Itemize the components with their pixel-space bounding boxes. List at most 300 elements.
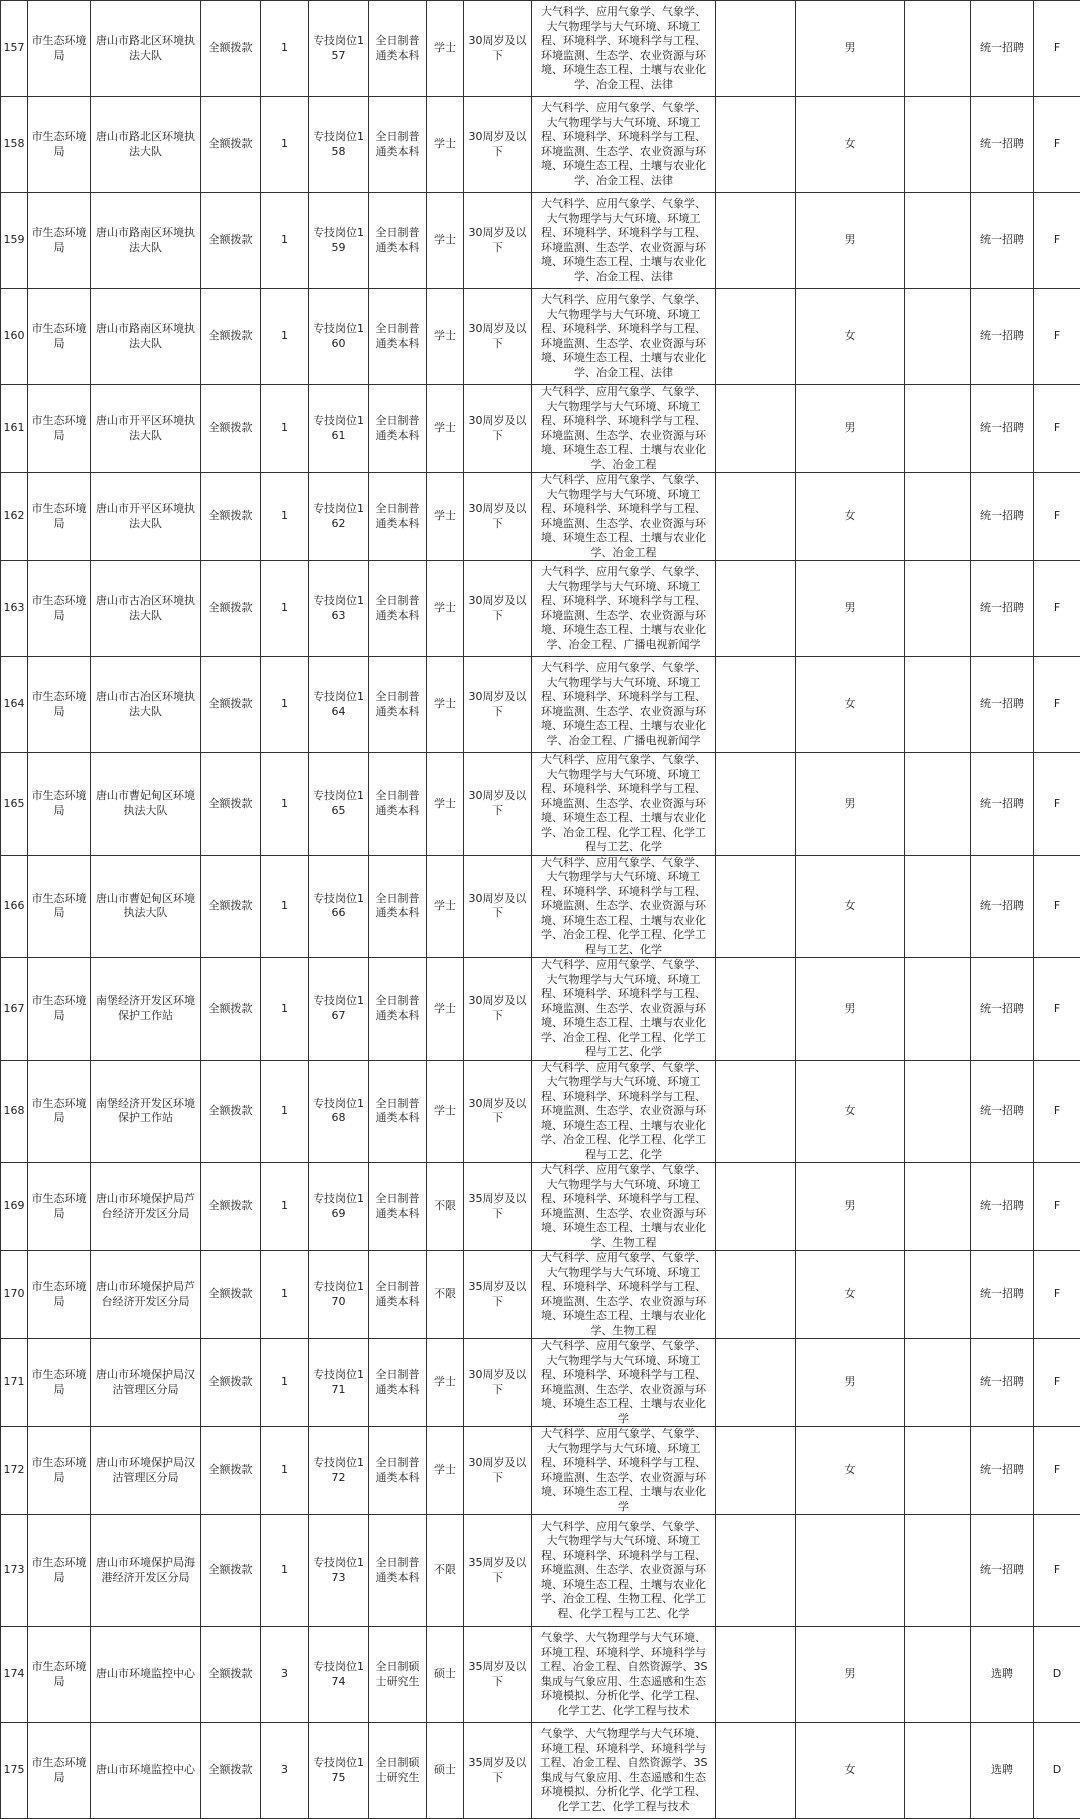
degree-cell: 学士 xyxy=(427,473,464,561)
age-limit-cell: 30周岁及以下 xyxy=(464,289,532,385)
recruit-method-cell: 统一招聘 xyxy=(971,1,1034,97)
category-cell: F xyxy=(1034,385,1080,473)
category-cell: F xyxy=(1034,855,1080,958)
gender-cell: 女 xyxy=(796,657,905,753)
education-cell: 全日制普通类本科 xyxy=(369,473,427,561)
funding-type-cell: 全额拨款 xyxy=(201,561,261,657)
category-cell: F xyxy=(1034,1163,1080,1251)
position-name-cell: 专技岗位157 xyxy=(309,1,369,97)
hire-count-cell: 1 xyxy=(261,1,309,97)
table-row xyxy=(1,753,1080,856)
hire-count-cell: 1 xyxy=(261,289,309,385)
remark-cell xyxy=(905,1251,971,1339)
table-row xyxy=(1,97,1080,193)
major-requirement-cell: 气象学、大气物理学与大气环境、环境工程、环境科学、环境科学与工程、冶金工程、自然资源学、3S集成与气象应用、生态遥感和生态环境模拟、分析化学、化学工程、化学工艺、化学工程与技术 xyxy=(532,1723,716,1819)
gender-cell: 女 xyxy=(796,97,905,193)
education-cell: 全日制普通类本科 xyxy=(369,1,427,97)
degree-cell: 学士 xyxy=(427,657,464,753)
row-number-cell: 169 xyxy=(1,1163,28,1251)
funding-type-cell: 全额拨款 xyxy=(201,1251,261,1339)
education-cell: 全日制普通类本科 xyxy=(369,289,427,385)
remark-cell xyxy=(905,1163,971,1251)
department-cell: 市生态环境局 xyxy=(28,289,91,385)
other-requirement-cell xyxy=(716,855,796,958)
employer-unit-cell: 唐山市曹妃甸区环境执法大队 xyxy=(91,855,201,958)
recruit-method-cell: 统一招聘 xyxy=(971,97,1034,193)
department-cell: 市生态环境局 xyxy=(28,1723,91,1819)
remark-cell xyxy=(905,1723,971,1819)
funding-type-cell: 全额拨款 xyxy=(201,958,261,1061)
position-name-cell: 专技岗位161 xyxy=(309,385,369,473)
table-row xyxy=(1,1,1080,97)
major-requirement-cell: 大气科学、应用气象学、气象学、大气物理学与大气环境、环境工程、环境科学、环境科学与工程、环境监测、生态学、农业资源与环境、环境生态工程、土壤与农业化学、冶金工程、广播电视新闻学 xyxy=(532,561,716,657)
recruit-method-cell: 统一招聘 xyxy=(971,1251,1034,1339)
category-cell: F xyxy=(1034,289,1080,385)
row-number-cell: 170 xyxy=(1,1251,28,1339)
degree-cell: 学士 xyxy=(427,1,464,97)
gender-cell: 男 xyxy=(796,1339,905,1427)
degree-cell: 学士 xyxy=(427,753,464,856)
major-requirement-cell: 大气科学、应用气象学、气象学、大气物理学与大气环境、环境工程、环境科学、环境科学与工程、环境监测、生态学、农业资源与环境、环境生态工程、土壤与农业化学、冶金工程、法律 xyxy=(532,193,716,289)
position-name-cell: 专技岗位160 xyxy=(309,289,369,385)
education-cell: 全日制普通类本科 xyxy=(369,1427,427,1515)
funding-type-cell: 全额拨款 xyxy=(201,1163,261,1251)
department-cell: 市生态环境局 xyxy=(28,97,91,193)
degree-cell: 学士 xyxy=(427,1427,464,1515)
age-limit-cell: 30周岁及以下 xyxy=(464,753,532,856)
gender-cell: 男 xyxy=(796,1163,905,1251)
funding-type-cell: 全额拨款 xyxy=(201,753,261,856)
recruit-method-cell: 统一招聘 xyxy=(971,1515,1034,1627)
category-cell: F xyxy=(1034,97,1080,193)
remark-cell xyxy=(905,1,971,97)
employer-unit-cell: 唐山市开平区环境执法大队 xyxy=(91,385,201,473)
category-cell: F xyxy=(1034,1515,1080,1627)
row-number-cell: 165 xyxy=(1,753,28,856)
other-requirement-cell xyxy=(716,289,796,385)
row-number-cell: 158 xyxy=(1,97,28,193)
hire-count-cell: 1 xyxy=(261,958,309,1061)
gender-cell: 男 xyxy=(796,1,905,97)
hire-count-cell: 1 xyxy=(261,855,309,958)
education-cell: 全日制普通类本科 xyxy=(369,385,427,473)
funding-type-cell: 全额拨款 xyxy=(201,1427,261,1515)
department-cell: 市生态环境局 xyxy=(28,1427,91,1515)
category-cell: F xyxy=(1034,561,1080,657)
recruit-method-cell: 统一招聘 xyxy=(971,958,1034,1061)
employer-unit-cell: 唐山市古冶区环境执法大队 xyxy=(91,561,201,657)
department-cell: 市生态环境局 xyxy=(28,1339,91,1427)
remark-cell xyxy=(905,1627,971,1723)
employer-unit-cell: 唐山市环境监控中心 xyxy=(91,1723,201,1819)
remark-cell xyxy=(905,958,971,1061)
education-cell: 全日制普通类本科 xyxy=(369,1339,427,1427)
position-name-cell: 专技岗位171 xyxy=(309,1339,369,1427)
major-requirement-cell: 大气科学、应用气象学、气象学、大气物理学与大气环境、环境工程、环境科学、环境科学与工程、环境监测、生态学、农业资源与环境、环境生态工程、土壤与农业化学、冶金工程、化学工程、化学工程与工艺、化学 xyxy=(532,753,716,856)
department-cell: 市生态环境局 xyxy=(28,1060,91,1163)
table-row xyxy=(1,855,1080,958)
funding-type-cell: 全额拨款 xyxy=(201,1627,261,1723)
gender-cell: 女 xyxy=(796,1427,905,1515)
education-cell: 全日制普通类本科 xyxy=(369,753,427,856)
row-number-cell: 164 xyxy=(1,657,28,753)
position-name-cell: 专技岗位158 xyxy=(309,97,369,193)
recruit-method-cell: 统一招聘 xyxy=(971,657,1034,753)
other-requirement-cell xyxy=(716,1627,796,1723)
table-row xyxy=(1,1427,1080,1515)
employer-unit-cell: 南堡经济开发区环境保护工作站 xyxy=(91,1060,201,1163)
funding-type-cell: 全额拨款 xyxy=(201,97,261,193)
major-requirement-cell: 大气科学、应用气象学、气象学、大气物理学与大气环境、环境工程、环境科学、环境科学与工程、环境监测、生态学、农业资源与环境、环境生态工程、土壤与农业化学、冶金工程、法律 xyxy=(532,97,716,193)
degree-cell: 学士 xyxy=(427,97,464,193)
category-cell: F xyxy=(1034,657,1080,753)
remark-cell xyxy=(905,753,971,856)
degree-cell: 学士 xyxy=(427,385,464,473)
position-name-cell: 专技岗位166 xyxy=(309,855,369,958)
education-cell: 全日制硕士研究生 xyxy=(369,1723,427,1819)
category-cell: F xyxy=(1034,1,1080,97)
hire-count-cell: 1 xyxy=(261,97,309,193)
other-requirement-cell xyxy=(716,385,796,473)
row-number-cell: 168 xyxy=(1,1060,28,1163)
remark-cell xyxy=(905,1427,971,1515)
position-name-cell: 专技岗位170 xyxy=(309,1251,369,1339)
employer-unit-cell: 唐山市环境保护局汉沽管理区分局 xyxy=(91,1339,201,1427)
gender-cell: 男 xyxy=(796,385,905,473)
degree-cell: 不限 xyxy=(427,1515,464,1627)
age-limit-cell: 30周岁及以下 xyxy=(464,1060,532,1163)
category-cell: F xyxy=(1034,958,1080,1061)
gender-cell: 男 xyxy=(796,1627,905,1723)
other-requirement-cell xyxy=(716,1723,796,1819)
department-cell: 市生态环境局 xyxy=(28,1,91,97)
recruit-method-cell: 统一招聘 xyxy=(971,1427,1034,1515)
age-limit-cell: 30周岁及以下 xyxy=(464,561,532,657)
row-number-cell: 175 xyxy=(1,1723,28,1819)
table-row xyxy=(1,1515,1080,1627)
hire-count-cell: 1 xyxy=(261,1339,309,1427)
remark-cell xyxy=(905,473,971,561)
hire-count-cell: 1 xyxy=(261,1251,309,1339)
major-requirement-cell: 大气科学、应用气象学、气象学、大气物理学与大气环境、环境工程、环境科学、环境科学与工程、环境监测、生态学、农业资源与环境、环境生态工程、土壤与农业化学 xyxy=(532,1339,716,1427)
table-row xyxy=(1,1723,1080,1819)
employer-unit-cell: 南堡经济开发区环境保护工作站 xyxy=(91,958,201,1061)
row-number-cell: 173 xyxy=(1,1515,28,1627)
row-number-cell: 163 xyxy=(1,561,28,657)
department-cell: 市生态环境局 xyxy=(28,1251,91,1339)
position-name-cell: 专技岗位165 xyxy=(309,753,369,856)
department-cell: 市生态环境局 xyxy=(28,561,91,657)
position-name-cell: 专技岗位169 xyxy=(309,1163,369,1251)
remark-cell xyxy=(905,657,971,753)
position-name-cell: 专技岗位172 xyxy=(309,1427,369,1515)
employer-unit-cell: 唐山市开平区环境执法大队 xyxy=(91,473,201,561)
major-requirement-cell: 大气科学、应用气象学、气象学、大气物理学与大气环境、环境工程、环境科学、环境科学与工程、环境监测、生态学、农业资源与环境、环境生态工程、土壤与农业化学、冶金工程、化学工程、化学工程与工艺、化学 xyxy=(532,1060,716,1163)
table-row xyxy=(1,1163,1080,1251)
category-cell: F xyxy=(1034,473,1080,561)
education-cell: 全日制普通类本科 xyxy=(369,1163,427,1251)
department-cell: 市生态环境局 xyxy=(28,385,91,473)
other-requirement-cell xyxy=(716,561,796,657)
other-requirement-cell xyxy=(716,1,796,97)
major-requirement-cell: 大气科学、应用气象学、气象学、大气物理学与大气环境、环境工程、环境科学、环境科学与工程、环境监测、生态学、农业资源与环境、环境生态工程、土壤与农业化学、生物工程 xyxy=(532,1163,716,1251)
age-limit-cell: 30周岁及以下 xyxy=(464,385,532,473)
gender-cell xyxy=(796,1515,905,1627)
employer-unit-cell: 唐山市环境监控中心 xyxy=(91,1627,201,1723)
other-requirement-cell xyxy=(716,1251,796,1339)
employer-unit-cell: 唐山市路南区环境执法大队 xyxy=(91,193,201,289)
age-limit-cell: 30周岁及以下 xyxy=(464,97,532,193)
degree-cell: 学士 xyxy=(427,958,464,1061)
employer-unit-cell: 唐山市环境保护局芦台经济开发区分局 xyxy=(91,1163,201,1251)
major-requirement-cell: 大气科学、应用气象学、气象学、大气物理学与大气环境、环境工程、环境科学、环境科学与工程、环境监测、生态学、农业资源与环境、环境生态工程、土壤与农业化学、冶金工程 xyxy=(532,385,716,473)
degree-cell: 硕士 xyxy=(427,1723,464,1819)
employer-unit-cell: 唐山市环境保护局汉沽管理区分局 xyxy=(91,1427,201,1515)
category-cell: F xyxy=(1034,753,1080,856)
row-number-cell: 174 xyxy=(1,1627,28,1723)
table-row xyxy=(1,1339,1080,1427)
degree-cell: 不限 xyxy=(427,1163,464,1251)
table-row xyxy=(1,1060,1080,1163)
education-cell: 全日制普通类本科 xyxy=(369,855,427,958)
hire-count-cell: 1 xyxy=(261,753,309,856)
department-cell: 市生态环境局 xyxy=(28,958,91,1061)
row-number-cell: 159 xyxy=(1,193,28,289)
table-row xyxy=(1,193,1080,289)
age-limit-cell: 30周岁及以下 xyxy=(464,473,532,561)
gender-cell: 男 xyxy=(796,193,905,289)
department-cell: 市生态环境局 xyxy=(28,1163,91,1251)
other-requirement-cell xyxy=(716,193,796,289)
age-limit-cell: 35周岁及以下 xyxy=(464,1515,532,1627)
row-number-cell: 157 xyxy=(1,1,28,97)
position-name-cell: 专技岗位175 xyxy=(309,1723,369,1819)
gender-cell: 女 xyxy=(796,1723,905,1819)
hire-count-cell: 1 xyxy=(261,1515,309,1627)
funding-type-cell: 全额拨款 xyxy=(201,1,261,97)
row-number-cell: 166 xyxy=(1,855,28,958)
age-limit-cell: 30周岁及以下 xyxy=(464,1,532,97)
other-requirement-cell xyxy=(716,753,796,856)
category-cell: F xyxy=(1034,1339,1080,1427)
education-cell: 全日制普通类本科 xyxy=(369,97,427,193)
table-row xyxy=(1,657,1080,753)
major-requirement-cell: 大气科学、应用气象学、气象学、大气物理学与大气环境、环境工程、环境科学、环境科学与工程、环境监测、生态学、农业资源与环境、环境生态工程、土壤与农业化学、冶金工程 xyxy=(532,473,716,561)
other-requirement-cell xyxy=(716,958,796,1061)
employer-unit-cell: 唐山市曹妃甸区环境执法大队 xyxy=(91,753,201,856)
recruit-method-cell: 统一招聘 xyxy=(971,855,1034,958)
other-requirement-cell xyxy=(716,1427,796,1515)
age-limit-cell: 30周岁及以下 xyxy=(464,958,532,1061)
funding-type-cell: 全额拨款 xyxy=(201,473,261,561)
table-row xyxy=(1,385,1080,473)
education-cell: 全日制硕士研究生 xyxy=(369,1627,427,1723)
funding-type-cell: 全额拨款 xyxy=(201,855,261,958)
hire-count-cell: 1 xyxy=(261,1060,309,1163)
gender-cell: 男 xyxy=(796,958,905,1061)
age-limit-cell: 30周岁及以下 xyxy=(464,193,532,289)
degree-cell: 学士 xyxy=(427,1339,464,1427)
remark-cell xyxy=(905,97,971,193)
degree-cell: 硕士 xyxy=(427,1627,464,1723)
age-limit-cell: 30周岁及以下 xyxy=(464,1339,532,1427)
recruit-method-cell: 选聘 xyxy=(971,1723,1034,1819)
row-number-cell: 171 xyxy=(1,1339,28,1427)
category-cell: F xyxy=(1034,193,1080,289)
hire-count-cell: 1 xyxy=(261,561,309,657)
funding-type-cell: 全额拨款 xyxy=(201,657,261,753)
hire-count-cell: 1 xyxy=(261,473,309,561)
degree-cell: 不限 xyxy=(427,1251,464,1339)
other-requirement-cell xyxy=(716,1163,796,1251)
table-row xyxy=(1,289,1080,385)
gender-cell: 男 xyxy=(796,753,905,856)
position-name-cell: 专技岗位162 xyxy=(309,473,369,561)
recruit-method-cell: 统一招聘 xyxy=(971,561,1034,657)
hire-count-cell: 1 xyxy=(261,385,309,473)
table-row xyxy=(1,1251,1080,1339)
age-limit-cell: 35周岁及以下 xyxy=(464,1627,532,1723)
table-row xyxy=(1,958,1080,1061)
remark-cell xyxy=(905,561,971,657)
recruit-method-cell: 统一招聘 xyxy=(971,1060,1034,1163)
degree-cell: 学士 xyxy=(427,193,464,289)
other-requirement-cell xyxy=(716,1339,796,1427)
position-name-cell: 专技岗位168 xyxy=(309,1060,369,1163)
hire-count-cell: 1 xyxy=(261,1427,309,1515)
major-requirement-cell: 气象学、大气物理学与大气环境、环境工程、环境科学、环境科学与工程、冶金工程、自然资源学、3S集成与气象应用、生态遥感和生态环境模拟、分析化学、化学工程、化学工艺、化学工程与技术 xyxy=(532,1627,716,1723)
department-cell: 市生态环境局 xyxy=(28,1515,91,1627)
hire-count-cell: 1 xyxy=(261,193,309,289)
department-cell: 市生态环境局 xyxy=(28,1627,91,1723)
major-requirement-cell: 大气科学、应用气象学、气象学、大气物理学与大气环境、环境工程、环境科学、环境科学与工程、环境监测、生态学、农业资源与环境、环境生态工程、土壤与农业化学、冶金工程、化学工程、化学工程与工艺、化学 xyxy=(532,958,716,1061)
age-limit-cell: 30周岁及以下 xyxy=(464,1427,532,1515)
position-name-cell: 专技岗位174 xyxy=(309,1627,369,1723)
row-number-cell: 162 xyxy=(1,473,28,561)
gender-cell: 女 xyxy=(796,1060,905,1163)
hire-count-cell: 3 xyxy=(261,1627,309,1723)
department-cell: 市生态环境局 xyxy=(28,753,91,856)
age-limit-cell: 30周岁及以下 xyxy=(464,855,532,958)
degree-cell: 学士 xyxy=(427,1060,464,1163)
employer-unit-cell: 唐山市路北区环境执法大队 xyxy=(91,97,201,193)
education-cell: 全日制普通类本科 xyxy=(369,1251,427,1339)
employer-unit-cell: 唐山市路北区环境执法大队 xyxy=(91,1,201,97)
gender-cell: 女 xyxy=(796,1251,905,1339)
remark-cell xyxy=(905,1060,971,1163)
education-cell: 全日制普通类本科 xyxy=(369,561,427,657)
remark-cell xyxy=(905,855,971,958)
degree-cell: 学士 xyxy=(427,561,464,657)
gender-cell: 男 xyxy=(796,561,905,657)
major-requirement-cell: 大气科学、应用气象学、气象学、大气物理学与大气环境、环境工程、环境科学、环境科学与工程、环境监测、生态学、农业资源与环境、环境生态工程、土壤与农业化学、生物工程 xyxy=(532,1251,716,1339)
age-limit-cell: 35周岁及以下 xyxy=(464,1163,532,1251)
category-cell: D xyxy=(1034,1627,1080,1723)
hire-count-cell: 1 xyxy=(261,1163,309,1251)
major-requirement-cell: 大气科学、应用气象学、气象学、大气物理学与大气环境、环境工程、环境科学、环境科学与工程、环境监测、生态学、农业资源与环境、环境生态工程、土壤与农业化学、冶金工程、生物工程、化学工程、化学工程与工艺、化学 xyxy=(532,1515,716,1627)
education-cell: 全日制普通类本科 xyxy=(369,1060,427,1163)
row-number-cell: 161 xyxy=(1,385,28,473)
age-limit-cell: 35周岁及以下 xyxy=(464,1251,532,1339)
education-cell: 全日制普通类本科 xyxy=(369,1515,427,1627)
hire-count-cell: 3 xyxy=(261,1723,309,1819)
table-body xyxy=(1,1,1080,1819)
other-requirement-cell xyxy=(716,1515,796,1627)
remark-cell xyxy=(905,289,971,385)
degree-cell: 学士 xyxy=(427,855,464,958)
gender-cell: 女 xyxy=(796,855,905,958)
funding-type-cell: 全额拨款 xyxy=(201,289,261,385)
other-requirement-cell xyxy=(716,473,796,561)
major-requirement-cell: 大气科学、应用气象学、气象学、大气物理学与大气环境、环境工程、环境科学、环境科学与工程、环境监测、生态学、农业资源与环境、环境生态工程、土壤与农业化学、冶金工程、广播电视新闻学 xyxy=(532,657,716,753)
recruit-method-cell: 统一招聘 xyxy=(971,289,1034,385)
funding-type-cell: 全额拨款 xyxy=(201,1515,261,1627)
position-name-cell: 专技岗位173 xyxy=(309,1515,369,1627)
funding-type-cell: 全额拨款 xyxy=(201,385,261,473)
funding-type-cell: 全额拨款 xyxy=(201,1060,261,1163)
recruit-method-cell: 统一招聘 xyxy=(971,1163,1034,1251)
major-requirement-cell: 大气科学、应用气象学、气象学、大气物理学与大气环境、环境工程、环境科学、环境科学与工程、环境监测、生态学、农业资源与环境、环境生态工程、土壤与农业化学、冶金工程、化学工程、化学工程与工艺、化学 xyxy=(532,855,716,958)
gender-cell: 女 xyxy=(796,473,905,561)
position-name-cell: 专技岗位164 xyxy=(309,657,369,753)
other-requirement-cell xyxy=(716,97,796,193)
row-number-cell: 160 xyxy=(1,289,28,385)
category-cell: F xyxy=(1034,1251,1080,1339)
category-cell: F xyxy=(1034,1427,1080,1515)
education-cell: 全日制普通类本科 xyxy=(369,657,427,753)
other-requirement-cell xyxy=(716,1060,796,1163)
row-number-cell: 167 xyxy=(1,958,28,1061)
recruit-method-cell: 统一招聘 xyxy=(971,753,1034,856)
position-name-cell: 专技岗位159 xyxy=(309,193,369,289)
department-cell: 市生态环境局 xyxy=(28,193,91,289)
age-limit-cell: 35周岁及以下 xyxy=(464,1723,532,1819)
department-cell: 市生态环境局 xyxy=(28,855,91,958)
employer-unit-cell: 唐山市环境保护局芦台经济开发区分局 xyxy=(91,1251,201,1339)
department-cell: 市生态环境局 xyxy=(28,657,91,753)
recruit-method-cell: 统一招聘 xyxy=(971,385,1034,473)
remark-cell xyxy=(905,385,971,473)
funding-type-cell: 全额拨款 xyxy=(201,1339,261,1427)
funding-type-cell: 全额拨款 xyxy=(201,193,261,289)
employer-unit-cell: 唐山市古冶区环境执法大队 xyxy=(91,657,201,753)
education-cell: 全日制普通类本科 xyxy=(369,193,427,289)
recruit-method-cell: 统一招聘 xyxy=(971,473,1034,561)
remark-cell xyxy=(905,1339,971,1427)
department-cell: 市生态环境局 xyxy=(28,473,91,561)
row-number-cell: 172 xyxy=(1,1427,28,1515)
table-row xyxy=(1,1627,1080,1723)
major-requirement-cell: 大气科学、应用气象学、气象学、大气物理学与大气环境、环境工程、环境科学、环境科学与工程、环境监测、生态学、农业资源与环境、环境生态工程、土壤与农业化学、冶金工程、法律 xyxy=(532,289,716,385)
funding-type-cell: 全额拨款 xyxy=(201,1723,261,1819)
table-row xyxy=(1,473,1080,561)
gender-cell: 女 xyxy=(796,289,905,385)
hire-count-cell: 1 xyxy=(261,657,309,753)
recruit-method-cell: 选聘 xyxy=(971,1627,1034,1723)
employer-unit-cell: 唐山市路南区环境执法大队 xyxy=(91,289,201,385)
other-requirement-cell xyxy=(716,657,796,753)
category-cell: F xyxy=(1034,1060,1080,1163)
position-name-cell: 专技岗位167 xyxy=(309,958,369,1061)
major-requirement-cell: 大气科学、应用气象学、气象学、大气物理学与大气环境、环境工程、环境科学、环境科学与工程、环境监测、生态学、农业资源与环境、环境生态工程、土壤与农业化学、冶金工程、法律 xyxy=(532,1,716,97)
remark-cell xyxy=(905,193,971,289)
age-limit-cell: 30周岁及以下 xyxy=(464,657,532,753)
category-cell: D xyxy=(1034,1723,1080,1819)
recruit-method-cell: 统一招聘 xyxy=(971,193,1034,289)
table-row xyxy=(1,561,1080,657)
major-requirement-cell: 大气科学、应用气象学、气象学、大气物理学与大气环境、环境工程、环境科学、环境科学与工程、环境监测、生态学、农业资源与环境、环境生态工程、土壤与农业化学 xyxy=(532,1427,716,1515)
position-name-cell: 专技岗位163 xyxy=(309,561,369,657)
